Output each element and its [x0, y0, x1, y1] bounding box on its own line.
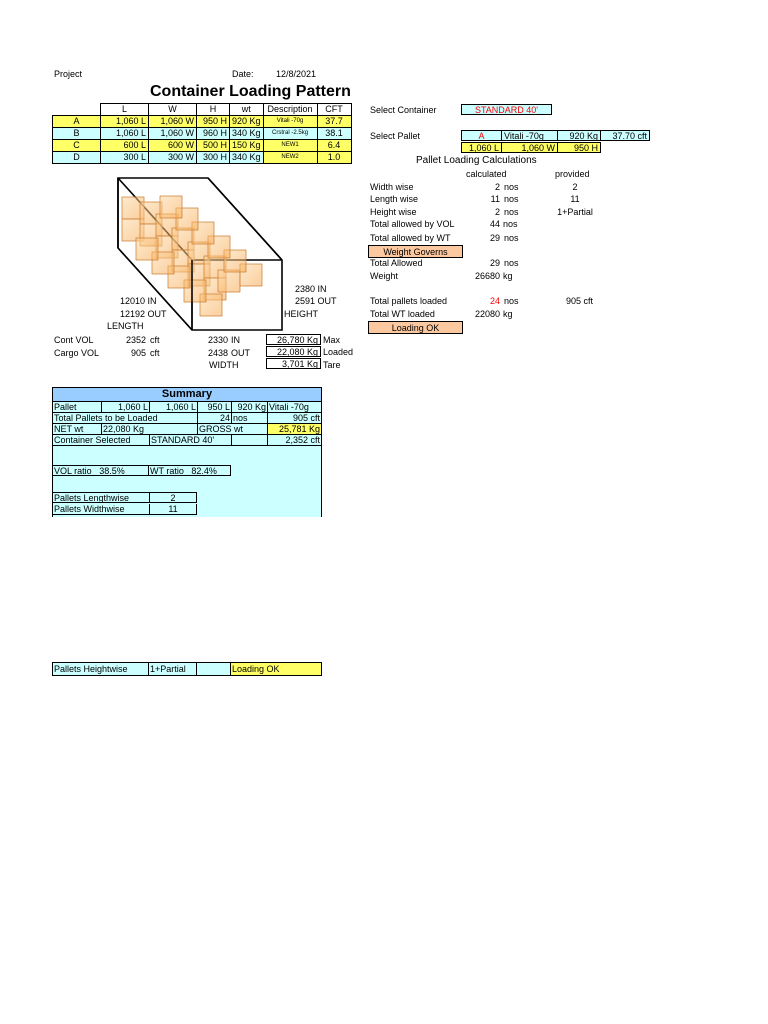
- max-weight-value: 26,780 Kg: [266, 334, 321, 345]
- row-w: 1,060 W: [149, 128, 197, 140]
- pallet-row-a[interactable]: [53, 116, 352, 128]
- calc-row-value: 44: [489, 219, 500, 229]
- calc-calculated-label: calculated: [466, 169, 507, 179]
- height-in-value: [295, 283, 327, 295]
- col-header-description: Description: [263, 104, 317, 116]
- loaded-weight-label: Loaded: [323, 347, 354, 357]
- selected-pallet-wt: 920 Kg: [557, 130, 601, 141]
- summary-container-label: Container Selected: [53, 435, 149, 446]
- page-title: Container Loading Pattern: [150, 83, 351, 100]
- row-w: 1,060 W: [149, 116, 197, 128]
- row-desc: Vitali -70g: [263, 116, 317, 128]
- length-out-number: 12192: [120, 309, 146, 319]
- summary-lengthwise-value: 2: [149, 492, 197, 503]
- total-allowed-label: Total Allowed: [370, 258, 423, 268]
- row-wt: 340 Kg: [230, 152, 264, 164]
- tare-weight-value: 3,701 Kg: [266, 358, 321, 369]
- calc-row-provided: 2: [572, 182, 578, 192]
- pallet-table-header: [53, 104, 352, 116]
- summary-net-label: NET wt: [53, 424, 101, 435]
- row-cft: 6.4: [317, 140, 351, 152]
- row-h: 950 H: [197, 116, 230, 128]
- row-desc: NEW1: [263, 140, 317, 152]
- cargo-vol-unit: cft: [150, 348, 160, 358]
- project-label: Project: [54, 69, 83, 79]
- length-out-value: [120, 308, 167, 320]
- width-in-number: 2330: [207, 335, 228, 345]
- summary-pallet-wt: 920 Kg: [231, 402, 267, 413]
- date-label: Date:: [232, 69, 254, 79]
- select-container-label: Select Container: [370, 105, 437, 115]
- row-h: 300 H: [197, 152, 230, 164]
- summary-title: Summary: [53, 388, 321, 402]
- height-in-unit: IN: [317, 284, 327, 294]
- col-header-wt: wt: [230, 104, 264, 116]
- col-header-cft: CFT: [317, 104, 351, 116]
- summary-panel: [52, 387, 322, 517]
- col-header-l: L: [101, 104, 149, 116]
- cargo-vol-label: Cargo VOL: [54, 348, 100, 358]
- total-allowed-value: 29: [489, 258, 500, 268]
- summary-pallet-l: 1,060 L: [101, 402, 149, 413]
- summary-total-label: Total Pallets to be Loaded: [53, 413, 197, 424]
- width-in-unit: IN: [231, 335, 240, 345]
- summary-total-cft: 905 cft: [267, 413, 321, 424]
- selected-pallet-desc: Vitali -70g: [501, 130, 558, 141]
- total-allowed-unit: nos: [504, 258, 519, 268]
- row-wt: 920 Kg: [230, 116, 264, 128]
- height-out-number: 2591: [295, 296, 316, 306]
- summary-pallet-desc: Vitali -70g: [267, 402, 321, 413]
- calc-row-label: Width wise: [370, 182, 414, 192]
- summary-container-value: STANDARD 40': [149, 435, 231, 446]
- row-wt: 340 Kg: [230, 128, 264, 140]
- select-pallet-label: Select Pallet: [370, 131, 421, 141]
- row-l: 600 L: [101, 140, 149, 152]
- row-desc: NEW2: [263, 152, 317, 164]
- row-desc: Crstral -2.5kg: [263, 128, 317, 140]
- summary-net-value: 22,080 Kg: [101, 424, 197, 435]
- length-label: LENGTH: [107, 321, 144, 331]
- calc-row-value: 11: [490, 194, 500, 204]
- weight-value: 26680: [474, 271, 500, 281]
- row-w: 300 W: [149, 152, 197, 164]
- row-l: 300 L: [101, 152, 149, 164]
- pallet-row-d[interactable]: [53, 152, 352, 164]
- max-weight-label: Max: [323, 335, 341, 345]
- row-h: 960 H: [197, 128, 230, 140]
- cont-vol-unit: cft: [150, 335, 160, 345]
- calc-row-value: 29: [489, 233, 500, 243]
- calc-row-label: Total allowed by WT: [370, 233, 451, 243]
- width-out-unit: OUT: [231, 348, 250, 358]
- summary-total-unit: nos: [231, 413, 267, 424]
- calc-row-label: Total allowed by VOL: [370, 219, 455, 229]
- summary-lengthwise-label: Pallets Lengthwise: [53, 492, 149, 503]
- total-wt-loaded-label: Total WT loaded: [370, 309, 435, 319]
- select-pallet-dropdown[interactable]: A: [461, 130, 502, 141]
- row-w: 600 W: [149, 140, 197, 152]
- summary-vol-ratio-value: 38.5%: [99, 466, 125, 476]
- calc-row-unit: nos: [504, 182, 519, 192]
- row-cft: 38.1: [317, 128, 351, 140]
- total-wt-loaded-unit: kg: [503, 309, 513, 319]
- pallet-row-b[interactable]: [53, 128, 352, 140]
- summary-container-blank: [231, 435, 267, 446]
- row-l: 1,060 L: [101, 128, 149, 140]
- width-label: WIDTH: [209, 360, 239, 370]
- summary-widthwise-value: 11: [149, 504, 197, 515]
- selected-pallet-h: 950 H: [557, 142, 601, 153]
- calc-row-value: 2: [494, 207, 500, 217]
- row-id: B: [53, 128, 101, 140]
- calc-title: Pallet Loading Calculations: [416, 155, 537, 166]
- length-in-value: [120, 295, 157, 307]
- summary-wt-ratio-label: WT ratio: [150, 466, 184, 476]
- summary-loading-status: Loading OK: [230, 662, 322, 676]
- height-out-unit: OUT: [317, 296, 337, 306]
- row-id: C: [53, 140, 101, 152]
- summary-wt-ratio-value: 82.4%: [191, 466, 217, 476]
- summary-vol-ratio: [53, 465, 149, 476]
- calc-row-label: Length wise: [370, 194, 419, 204]
- total-pallets-loaded-unit: nos: [504, 296, 519, 306]
- calc-row-unit: nos: [504, 233, 519, 243]
- summary-wt-ratio: [149, 465, 231, 476]
- height-label: HEIGHT: [284, 309, 319, 319]
- summary-heightwise-value: 1+Partial: [148, 662, 196, 676]
- summary-vol-ratio-label: VOL ratio: [54, 466, 92, 476]
- summary-heightwise-blank: [196, 662, 230, 676]
- height-in-number: 2380: [295, 284, 316, 294]
- total-pallets-loaded-value: 24: [489, 296, 500, 306]
- row-l: 1,060 L: [101, 116, 149, 128]
- row-cft: 1.0: [317, 152, 351, 164]
- total-pallets-loaded-cft: 905 cft: [566, 296, 594, 306]
- selected-pallet-cft: 37.70 cft: [600, 130, 650, 141]
- pallet-table: [52, 103, 352, 164]
- calc-row-provided: 1+Partial: [557, 207, 593, 217]
- calc-row-provided: 11: [570, 194, 580, 204]
- row-cft: 37.7: [317, 116, 351, 128]
- row-id: D: [53, 152, 101, 164]
- row-h: 500 H: [197, 140, 230, 152]
- calc-row-value: 2: [494, 182, 500, 192]
- calc-row-unit: nos: [504, 194, 519, 204]
- select-container-dropdown[interactable]: STANDARD 40': [461, 104, 552, 115]
- total-wt-loaded-value: 22080: [474, 309, 500, 319]
- loading-status-badge: Loading OK: [368, 321, 463, 334]
- summary-gross-value: 25,781 Kg: [267, 424, 321, 435]
- width-out-number: 2438: [207, 348, 228, 358]
- summary-total-value: 24: [197, 413, 231, 424]
- cargo-vol-value: 905: [130, 348, 146, 358]
- calc-provided-label: provided: [555, 169, 590, 179]
- pallet-row-c[interactable]: [53, 140, 352, 152]
- summary-container-cft: 2,352 cft: [267, 435, 321, 446]
- calc-row-label: Height wise: [370, 207, 417, 217]
- col-header-w: W: [149, 104, 197, 116]
- row-wt: 150 Kg: [230, 140, 264, 152]
- summary-pallet-w: 1,060 L: [149, 402, 197, 413]
- length-in-unit: IN: [147, 296, 157, 306]
- weight-unit: kg: [503, 271, 513, 281]
- cont-vol-value: 2352: [125, 335, 146, 345]
- summary-pallet-label: Pallet: [53, 402, 101, 413]
- selected-pallet-w: 1,060 W: [501, 142, 558, 153]
- height-out-value: [295, 295, 337, 307]
- summary-heightwise-label: Pallets Heightwise: [52, 662, 148, 676]
- tare-weight-label: Tare: [323, 360, 341, 370]
- selected-pallet-l: 1,060 L: [461, 142, 502, 153]
- summary-gross-label: GROSS wt: [197, 424, 267, 435]
- col-header-h: H: [197, 104, 230, 116]
- cont-vol-label: Cont VOL: [54, 335, 94, 345]
- date-value: 12/8/2021: [276, 69, 317, 79]
- weight-label: Weight: [370, 271, 398, 281]
- calc-row-unit: nos: [503, 219, 518, 229]
- row-id: A: [53, 116, 101, 128]
- total-pallets-loaded-label: Total pallets loaded: [370, 296, 448, 306]
- length-in-number: 12010: [120, 296, 146, 306]
- loaded-weight-value: 22,080 Kg: [266, 346, 321, 357]
- weight-governs-badge: Weight Governs: [368, 245, 463, 258]
- summary-pallet-h: 950 L: [197, 402, 231, 413]
- calc-row-unit: nos: [504, 207, 519, 217]
- summary-widthwise-label: Pallets Widthwise: [53, 504, 149, 515]
- length-out-unit: OUT: [147, 309, 167, 319]
